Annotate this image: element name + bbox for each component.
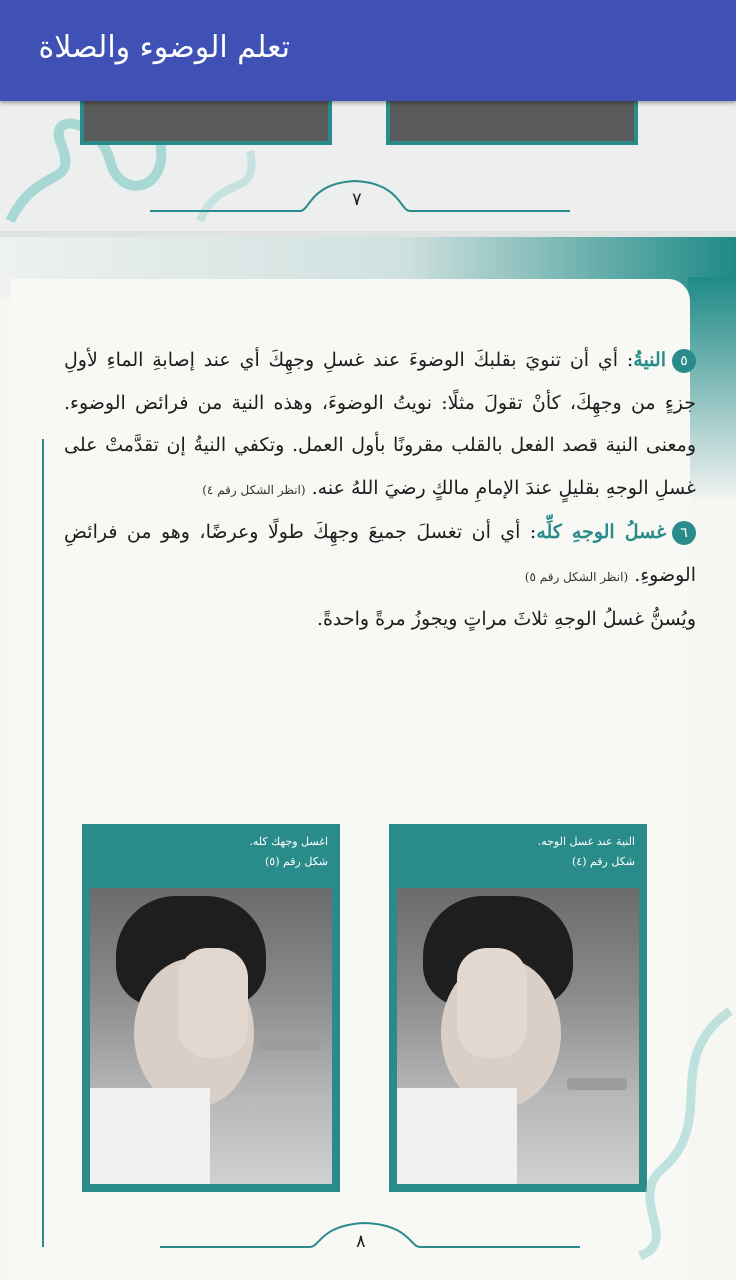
frame-line <box>42 439 44 1247</box>
figure-5 <box>82 824 340 1192</box>
sunnah-line: ويُسنُّ غسلُ الوجهِ ثلاثَ مراتٍ ويجوزُ مرةً واحدةً. <box>316 608 696 630</box>
photo-shape <box>397 1088 517 1184</box>
photo-shape <box>457 948 527 1058</box>
photo-frame <box>80 101 332 145</box>
item-text: : أي أن تغسلَ جميعَ وجهِكَ طولًا وعرضًا، وهو من فرائضِ الوضوءِ. <box>64 521 696 586</box>
faucet-icon <box>567 1078 627 1090</box>
item-wash-face <box>64 511 696 598</box>
item-term: النيةُ <box>633 349 666 371</box>
figure-caption <box>393 828 643 886</box>
page-number: ٨ <box>356 1231 366 1252</box>
page-text <box>64 339 696 641</box>
previous-page-number: ٧ <box>352 189 362 210</box>
boy-washing-face-photo <box>90 888 332 1184</box>
item-number: ٥ <box>672 349 696 373</box>
app-title: تعلم الوضوء والصلاة <box>38 30 290 65</box>
floral-ornament-icon <box>620 1001 736 1261</box>
item-text: : أي أن تنويَ بقلبكَ الوضوءَ عند غسلِ وجهِكَ أي عند إصابةِ الماءِ لأولِ جزءٍ من وجهِكَ، كأنْ تقولَ مثلًا: نويتُ الوضوءَ، وهذه النية من فرائض الوضوء. ومعنى النية قصد الفعل بالقلب مقرونًا بأول العمل. وتكفي النيةُ إن تقدَّمتْ على غسلِ الوجهِ بقليلٍ عندَ الإمامِ مالكٍ رضيَ اللهُ عنه. <box>64 349 696 499</box>
figure-caption <box>86 828 336 886</box>
figure-caption-text: اغسل وجهك كله. <box>249 835 328 848</box>
photo-shape <box>178 948 248 1058</box>
photo-shape <box>90 1088 210 1184</box>
figure-reference: (انظر الشكل رقم ٤) <box>202 482 306 497</box>
item-nia <box>64 339 696 511</box>
boy-intention-photo <box>397 888 639 1184</box>
figure-reference: (انظر الشكل رقم ٥) <box>524 569 629 584</box>
item-term: غسلُ الوجهِ كلِّه <box>536 521 667 543</box>
item-number: ٦ <box>672 521 696 545</box>
faucet-icon <box>260 1038 320 1050</box>
book-viewer[interactable] <box>0 101 736 1280</box>
photo-frame <box>386 101 638 145</box>
figure-label: شكل رقم (٥) <box>264 855 328 868</box>
previous-page-bottom <box>0 101 736 237</box>
app-bar <box>0 0 736 101</box>
figure-caption-text: النية عند غسل الوجه. <box>537 835 635 848</box>
page-number-frame <box>160 1221 580 1261</box>
figure-4 <box>389 824 647 1192</box>
figure-label: شكل رقم (٤) <box>571 855 635 868</box>
